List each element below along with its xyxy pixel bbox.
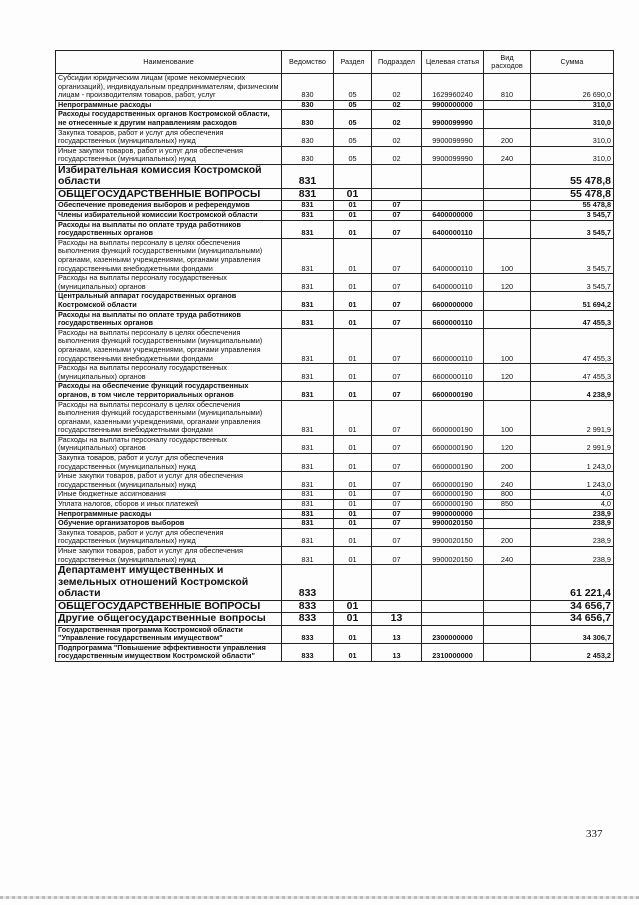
table-row	[56, 472, 614, 490]
row-section-cell: 01	[334, 613, 372, 626]
row-subsection-cell: 02	[372, 128, 422, 146]
row-name-cell: Уплата налогов, сборов и иных платежей	[56, 500, 282, 510]
row-department-cell: 831	[282, 528, 334, 546]
row-expense-type-cell: 850	[484, 500, 531, 510]
row-department-cell: 830	[282, 146, 334, 164]
row-target-item-cell: 2300000000	[422, 625, 484, 643]
row-subsection-cell: 07	[372, 238, 422, 273]
row-amount-cell: 310,0	[531, 128, 614, 146]
row-name-cell: Иные закупки товаров, работ и услуг для обеспечения государственных (муниципальных) нужд	[56, 146, 282, 164]
row-target-item-cell: 9900020150	[422, 547, 484, 565]
row-department-cell: 830	[282, 100, 334, 110]
row-subsection-cell: 07	[372, 454, 422, 472]
row-subsection-cell: 07	[372, 435, 422, 453]
row-target-item-cell: 6600000110	[422, 328, 484, 363]
row-section-cell: 01	[334, 643, 372, 661]
row-amount-cell: 55 478,8	[531, 188, 614, 201]
row-target-item-cell: 9900099990	[422, 128, 484, 146]
row-department-cell: 831	[282, 472, 334, 490]
table-row	[56, 164, 614, 188]
row-section-cell: 01	[334, 328, 372, 363]
row-section-cell: 01	[334, 547, 372, 565]
row-subsection-cell	[372, 164, 422, 188]
header-subsection: Подраздел	[372, 51, 422, 74]
row-expense-type-cell	[484, 625, 531, 643]
row-target-item-cell: 6600000000	[422, 292, 484, 310]
row-expense-type-cell	[484, 188, 531, 201]
row-department-cell: 831	[282, 400, 334, 435]
row-subsection-cell: 07	[372, 382, 422, 400]
row-section-cell: 01	[334, 454, 372, 472]
row-section-cell: 01	[334, 519, 372, 529]
row-subsection-cell: 07	[372, 509, 422, 519]
row-subsection-cell: 07	[372, 519, 422, 529]
row-name-cell: Иные закупки товаров, работ и услуг для обеспечения государственных (муниципальных) нужд	[56, 547, 282, 565]
row-name-cell: Непрограммные расходы	[56, 509, 282, 519]
row-target-item-cell: 6400000000	[422, 211, 484, 221]
row-name-cell: ОБЩЕГОСУДАРСТВЕННЫЕ ВОПРОСЫ	[56, 600, 282, 613]
row-department-cell: 831	[282, 500, 334, 510]
row-expense-type-cell: 100	[484, 328, 531, 363]
row-section-cell	[334, 565, 372, 601]
row-department-cell: 831	[282, 238, 334, 273]
row-section-cell: 01	[334, 292, 372, 310]
row-expense-type-cell	[484, 643, 531, 661]
row-department-cell: 833	[282, 643, 334, 661]
row-amount-cell: 34 306,7	[531, 625, 614, 643]
row-subsection-cell: 02	[372, 100, 422, 110]
row-expense-type-cell: 240	[484, 472, 531, 490]
row-expense-type-cell	[484, 292, 531, 310]
row-subsection-cell	[372, 565, 422, 601]
row-department-cell: 833	[282, 613, 334, 626]
row-department-cell: 831	[282, 292, 334, 310]
row-department-cell: 831	[282, 220, 334, 238]
row-department-cell: 833	[282, 625, 334, 643]
table-row	[56, 146, 614, 164]
row-amount-cell: 26 690,0	[531, 74, 614, 101]
row-expense-type-cell: 200	[484, 454, 531, 472]
row-expense-type-cell: 120	[484, 435, 531, 453]
table-row	[56, 310, 614, 328]
row-subsection-cell: 07	[372, 500, 422, 510]
row-expense-type-cell: 100	[484, 400, 531, 435]
table-row	[56, 565, 614, 601]
row-expense-type-cell	[484, 382, 531, 400]
table-row	[56, 328, 614, 363]
row-amount-cell: 4,0	[531, 490, 614, 500]
row-expense-type-cell	[484, 509, 531, 519]
row-amount-cell: 4,0	[531, 500, 614, 510]
row-amount-cell: 3 545,7	[531, 274, 614, 292]
header-department: Ведомство	[282, 51, 334, 74]
row-section-cell: 01	[334, 400, 372, 435]
row-expense-type-cell	[484, 164, 531, 188]
row-name-cell: Члены избирательной комиссии Костромской области	[56, 211, 282, 221]
row-target-item-cell: 9900000000	[422, 100, 484, 110]
table-row	[56, 220, 614, 238]
row-department-cell: 833	[282, 565, 334, 601]
row-amount-cell: 47 455,3	[531, 328, 614, 363]
row-expense-type-cell: 120	[484, 274, 531, 292]
row-amount-cell: 238,9	[531, 528, 614, 546]
row-department-cell: 831	[282, 201, 334, 211]
row-name-cell: Обучение организаторов выборов	[56, 519, 282, 529]
row-amount-cell: 3 545,7	[531, 238, 614, 273]
row-name-cell: Субсидии юридическим лицам (кроме некоммерческих организаций), индивидуальным предпринимателям, физическим лицам - производителям товаров, работ, услуг	[56, 74, 282, 101]
row-subsection-cell: 07	[372, 310, 422, 328]
row-target-item-cell: 6400000110	[422, 220, 484, 238]
row-expense-type-cell: 100	[484, 238, 531, 273]
row-amount-cell: 34 656,7	[531, 613, 614, 626]
row-section-cell: 01	[334, 364, 372, 382]
row-target-item-cell: 6600000190	[422, 454, 484, 472]
row-amount-cell: 61 221,4	[531, 565, 614, 601]
row-department-cell: 831	[282, 328, 334, 363]
row-target-item-cell: 6600000190	[422, 435, 484, 453]
row-name-cell: ОБЩЕГОСУДАРСТВЕННЫЕ ВОПРОСЫ	[56, 188, 282, 201]
row-expense-type-cell: 200	[484, 128, 531, 146]
row-section-cell: 01	[334, 274, 372, 292]
row-name-cell: Расходы на выплаты персоналу в целях обеспечения выполнения функций государственными (муниципальными) органами, казенными учреждениями, органами управления государственными внебюджетными фондами	[56, 328, 282, 363]
row-department-cell: 830	[282, 128, 334, 146]
row-name-cell: Обеспечение проведения выборов и референдумов	[56, 201, 282, 211]
row-target-item-cell: 9900020150	[422, 528, 484, 546]
row-name-cell: Закупка товаров, работ и услуг для обеспечения государственных (муниципальных) нужд	[56, 528, 282, 546]
row-section-cell: 01	[334, 509, 372, 519]
row-department-cell: 831	[282, 188, 334, 201]
row-department-cell: 831	[282, 509, 334, 519]
row-section-cell: 01	[334, 211, 372, 221]
table-header-row	[56, 51, 614, 74]
row-amount-cell: 310,0	[531, 110, 614, 128]
row-amount-cell: 3 545,7	[531, 211, 614, 221]
row-target-item-cell	[422, 188, 484, 201]
row-expense-type-cell: 810	[484, 74, 531, 101]
header-expense-type: Вид расходов	[484, 51, 531, 74]
row-target-item-cell: 9900099990	[422, 110, 484, 128]
row-department-cell: 830	[282, 74, 334, 101]
row-expense-type-cell	[484, 220, 531, 238]
row-department-cell: 831	[282, 274, 334, 292]
row-subsection-cell: 13	[372, 613, 422, 626]
row-amount-cell: 238,9	[531, 509, 614, 519]
row-name-cell: Расходы государственных органов Костромской области, не отнесенные к другим направлениям расходов	[56, 110, 282, 128]
row-section-cell: 01	[334, 220, 372, 238]
row-target-item-cell: 9900000000	[422, 509, 484, 519]
row-amount-cell: 2 991,9	[531, 435, 614, 453]
row-section-cell: 05	[334, 128, 372, 146]
table-row	[56, 128, 614, 146]
row-subsection-cell: 07	[372, 292, 422, 310]
row-section-cell: 01	[334, 528, 372, 546]
row-amount-cell: 238,9	[531, 547, 614, 565]
row-subsection-cell: 02	[372, 74, 422, 101]
row-amount-cell: 55 478,8	[531, 201, 614, 211]
row-target-item-cell: 2310000000	[422, 643, 484, 661]
scan-edge	[0, 896, 639, 899]
row-target-item-cell: 9900020150	[422, 519, 484, 529]
row-name-cell: Департамент имущественных и земельных отношений Костромской области	[56, 565, 282, 601]
row-department-cell: 831	[282, 310, 334, 328]
row-amount-cell: 1 243,0	[531, 454, 614, 472]
row-section-cell: 05	[334, 110, 372, 128]
row-target-item-cell: 6600000190	[422, 490, 484, 500]
row-section-cell: 01	[334, 600, 372, 613]
row-name-cell: Непрограммные расходы	[56, 100, 282, 110]
row-target-item-cell: 6600000190	[422, 472, 484, 490]
table-row	[56, 547, 614, 565]
row-amount-cell: 238,9	[531, 519, 614, 529]
header-section: Раздел	[334, 51, 372, 74]
table-row	[56, 643, 614, 661]
row-section-cell: 01	[334, 472, 372, 490]
row-target-item-cell: 1629960240	[422, 74, 484, 101]
row-target-item-cell: 6600000110	[422, 364, 484, 382]
row-subsection-cell	[372, 188, 422, 201]
row-name-cell: Иные бюджетные ассигнования	[56, 490, 282, 500]
row-target-item-cell	[422, 613, 484, 626]
row-amount-cell: 310,0	[531, 146, 614, 164]
table-row	[56, 292, 614, 310]
row-target-item-cell	[422, 565, 484, 601]
row-department-cell: 831	[282, 211, 334, 221]
row-subsection-cell: 13	[372, 625, 422, 643]
row-expense-type-cell	[484, 310, 531, 328]
row-subsection-cell: 07	[372, 364, 422, 382]
row-subsection-cell	[372, 600, 422, 613]
row-name-cell: Расходы на выплаты персоналу государственных (муниципальных) органов	[56, 274, 282, 292]
row-amount-cell: 47 455,3	[531, 310, 614, 328]
row-section-cell	[334, 164, 372, 188]
row-department-cell: 831	[282, 519, 334, 529]
table-row	[56, 74, 614, 101]
row-subsection-cell: 07	[372, 211, 422, 221]
row-amount-cell: 310,0	[531, 100, 614, 110]
row-name-cell: Расходы на выплаты персоналу государственных (муниципальных) органов	[56, 435, 282, 453]
table-row	[56, 600, 614, 613]
row-expense-type-cell: 240	[484, 146, 531, 164]
row-expense-type-cell	[484, 613, 531, 626]
header-amount: Сумма	[531, 51, 614, 74]
row-subsection-cell: 07	[372, 328, 422, 363]
row-department-cell: 831	[282, 364, 334, 382]
row-expense-type-cell: 200	[484, 528, 531, 546]
row-department-cell: 831	[282, 490, 334, 500]
row-name-cell: Расходы на выплаты по оплате труда работников государственных органов	[56, 220, 282, 238]
header-target-item: Целевая статья	[422, 51, 484, 74]
row-expense-type-cell	[484, 565, 531, 601]
row-target-item-cell: 6600000190	[422, 382, 484, 400]
row-section-cell: 01	[334, 201, 372, 211]
row-target-item-cell: 6400000110	[422, 238, 484, 273]
table-row	[56, 519, 614, 529]
table-row	[56, 500, 614, 510]
row-subsection-cell: 07	[372, 220, 422, 238]
row-expense-type-cell: 120	[484, 364, 531, 382]
row-expense-type-cell: 240	[484, 547, 531, 565]
page-number: 337	[586, 828, 603, 840]
row-name-cell: Избирательная комиссия Костромской области	[56, 164, 282, 188]
row-section-cell: 01	[334, 238, 372, 273]
row-section-cell: 01	[334, 188, 372, 201]
table-row	[56, 613, 614, 626]
row-target-item-cell: 6400000110	[422, 274, 484, 292]
header-name: Наименование	[56, 51, 282, 74]
row-section-cell: 01	[334, 500, 372, 510]
row-expense-type-cell	[484, 110, 531, 128]
budget-table	[55, 50, 614, 662]
row-department-cell: 831	[282, 454, 334, 472]
row-amount-cell: 47 455,3	[531, 364, 614, 382]
row-name-cell: Другие общегосударственные вопросы	[56, 613, 282, 626]
row-section-cell: 01	[334, 382, 372, 400]
table-row	[56, 625, 614, 643]
table-row	[56, 435, 614, 453]
row-section-cell: 05	[334, 74, 372, 101]
row-amount-cell: 2 453,2	[531, 643, 614, 661]
table-row	[56, 211, 614, 221]
row-name-cell: Иные закупки товаров, работ и услуг для обеспечения государственных (муниципальных) нужд	[56, 472, 282, 490]
row-amount-cell: 2 991,9	[531, 400, 614, 435]
row-target-item-cell	[422, 164, 484, 188]
row-amount-cell: 1 243,0	[531, 472, 614, 490]
row-name-cell: Расходы на выплаты по оплате труда работников государственных органов	[56, 310, 282, 328]
row-subsection-cell: 07	[372, 490, 422, 500]
row-target-item-cell: 6600000190	[422, 500, 484, 510]
table-row	[56, 110, 614, 128]
row-department-cell: 830	[282, 110, 334, 128]
row-department-cell: 833	[282, 600, 334, 613]
row-expense-type-cell	[484, 519, 531, 529]
row-name-cell: Расходы на выплаты персоналу государственных (муниципальных) органов	[56, 364, 282, 382]
table-row	[56, 400, 614, 435]
table-row	[56, 454, 614, 472]
table-row	[56, 274, 614, 292]
row-section-cell: 01	[334, 490, 372, 500]
table-row	[56, 364, 614, 382]
row-name-cell: Расходы на выплаты персоналу в целях обеспечения выполнения функций государственными (муниципальными) органами, казенными учреждениями, органами управления государственными внебюджетными фондами	[56, 238, 282, 273]
row-department-cell: 831	[282, 435, 334, 453]
row-name-cell: Закупка товаров, работ и услуг для обеспечения государственных (муниципальных) нужд	[56, 454, 282, 472]
row-subsection-cell: 07	[372, 274, 422, 292]
row-subsection-cell: 07	[372, 472, 422, 490]
row-subsection-cell: 07	[372, 400, 422, 435]
row-subsection-cell: 07	[372, 201, 422, 211]
row-subsection-cell: 02	[372, 146, 422, 164]
row-subsection-cell: 13	[372, 643, 422, 661]
row-target-item-cell: 9900099990	[422, 146, 484, 164]
row-amount-cell: 3 545,7	[531, 220, 614, 238]
row-name-cell: Государственная программа Костромской области "Управление государственным имуществом"	[56, 625, 282, 643]
row-section-cell: 01	[334, 310, 372, 328]
row-subsection-cell: 02	[372, 110, 422, 128]
row-department-cell: 831	[282, 547, 334, 565]
table-row	[56, 528, 614, 546]
row-subsection-cell: 07	[372, 547, 422, 565]
row-target-item-cell: 6600000110	[422, 310, 484, 328]
row-name-cell: Расходы на обеспечение функций государственных органов, в том числе территориальных органов	[56, 382, 282, 400]
row-subsection-cell: 07	[372, 528, 422, 546]
table-row	[56, 188, 614, 201]
row-amount-cell: 55 478,8	[531, 164, 614, 188]
row-expense-type-cell	[484, 100, 531, 110]
row-amount-cell: 51 694,2	[531, 292, 614, 310]
row-department-cell: 831	[282, 164, 334, 188]
row-name-cell: Закупка товаров, работ и услуг для обеспечения государственных (муниципальных) нужд	[56, 128, 282, 146]
table-row	[56, 238, 614, 273]
row-section-cell: 05	[334, 146, 372, 164]
table-row	[56, 382, 614, 400]
row-amount-cell: 34 656,7	[531, 600, 614, 613]
row-target-item-cell	[422, 600, 484, 613]
row-section-cell: 01	[334, 435, 372, 453]
row-amount-cell: 4 238,9	[531, 382, 614, 400]
row-expense-type-cell	[484, 211, 531, 221]
row-target-item-cell: 6600000190	[422, 400, 484, 435]
row-expense-type-cell	[484, 600, 531, 613]
row-section-cell: 01	[334, 625, 372, 643]
row-name-cell: Центральный аппарат государственных органов Костромской области	[56, 292, 282, 310]
row-expense-type-cell: 800	[484, 490, 531, 500]
row-expense-type-cell	[484, 201, 531, 211]
row-department-cell: 831	[282, 382, 334, 400]
row-name-cell: Подпрограмма "Повышение эффективности управления государственным имуществом Костромской области"	[56, 643, 282, 661]
row-section-cell: 05	[334, 100, 372, 110]
row-name-cell: Расходы на выплаты персоналу в целях обеспечения выполнения функций государственными (муниципальными) органами, казенными учреждениями, органами управления государственными внебюджетными фондами	[56, 400, 282, 435]
